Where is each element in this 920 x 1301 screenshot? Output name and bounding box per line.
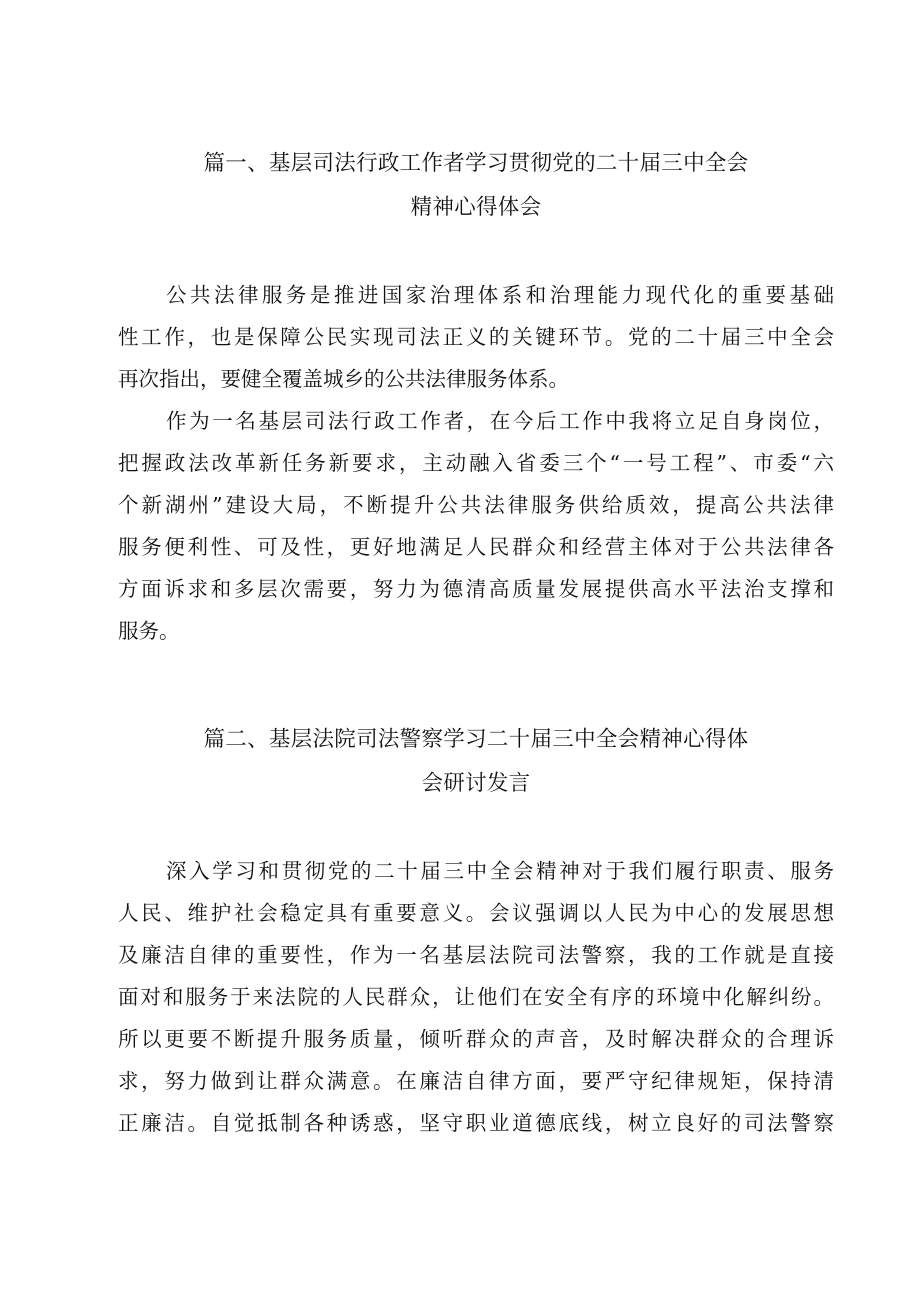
paragraph-line: 把握政法改革新任务新要求，主动融入省委三个“一号工程”、市委“六 <box>118 451 834 475</box>
paragraph-line: 再次指出，要健全覆盖城乡的公共法律服务体系。 <box>118 367 569 391</box>
paragraph-line: 个新湖州”建设大局，不断提升公共法律服务供给质效，提高公共法律 <box>118 493 834 517</box>
paragraph-line: 公共法律服务是推进国家治理体系和治理能力现代化的重要基础 <box>166 283 834 307</box>
section-1-title-line-2: 精神心得体会 <box>410 195 542 220</box>
section-2-title-line-2: 会研讨发言 <box>421 771 531 796</box>
paragraph-line: 深入学习和贯彻党的二十届三中全会精神对于我们履行职责、服务 <box>166 859 834 883</box>
section-2-title <box>118 718 834 806</box>
paragraph-line: 性工作，也是保障公民实现司法正义的关键环节。党的二十届三中全会 <box>118 325 834 349</box>
paragraph-line: 方面诉求和多层次需要，努力为德清高质量发展提供高水平法治支撑和 <box>118 577 834 601</box>
section-1-title <box>118 142 834 230</box>
section-2-title-line-1: 篇二、基层法院司法警察学习二十届三中全会精神心得体 <box>203 727 749 752</box>
section-1-title-line-1: 篇一、基层司法行政工作者学习贯彻党的二十届三中全会 <box>203 151 749 176</box>
paragraph-line: 面对和服务于来法院的人民群众，让他们在安全有序的环境中化解纠纷。 <box>118 985 834 1009</box>
paragraph-line: 正廉洁。自觉抵制各种诱惑，坚守职业道德底线，树立良好的司法警察 <box>118 1111 834 1135</box>
paragraph-line: 所以更要不断提升服务质量，倾听群众的声音，及时解决群众的合理诉 <box>118 1027 834 1051</box>
paragraph-line: 人民、维护社会稳定具有重要意义。会议强调以人民为中心的发展思想 <box>118 901 834 925</box>
paragraph-line: 求，努力做到让群众满意。在廉洁自律方面，要严守纪律规矩，保持清 <box>118 1069 834 1093</box>
paragraph-line: 及廉洁自律的重要性，作为一名基层法院司法警察，我的工作就是直接 <box>118 943 834 967</box>
paragraph-line: 作为一名基层司法行政工作者，在今后工作中我将立足自身岗位， <box>166 409 834 433</box>
paragraph-line: 服务。 <box>118 619 180 643</box>
paragraph-line: 服务便利性、可及性，更好地满足人民群众和经营主体对于公共法律各 <box>118 535 834 559</box>
